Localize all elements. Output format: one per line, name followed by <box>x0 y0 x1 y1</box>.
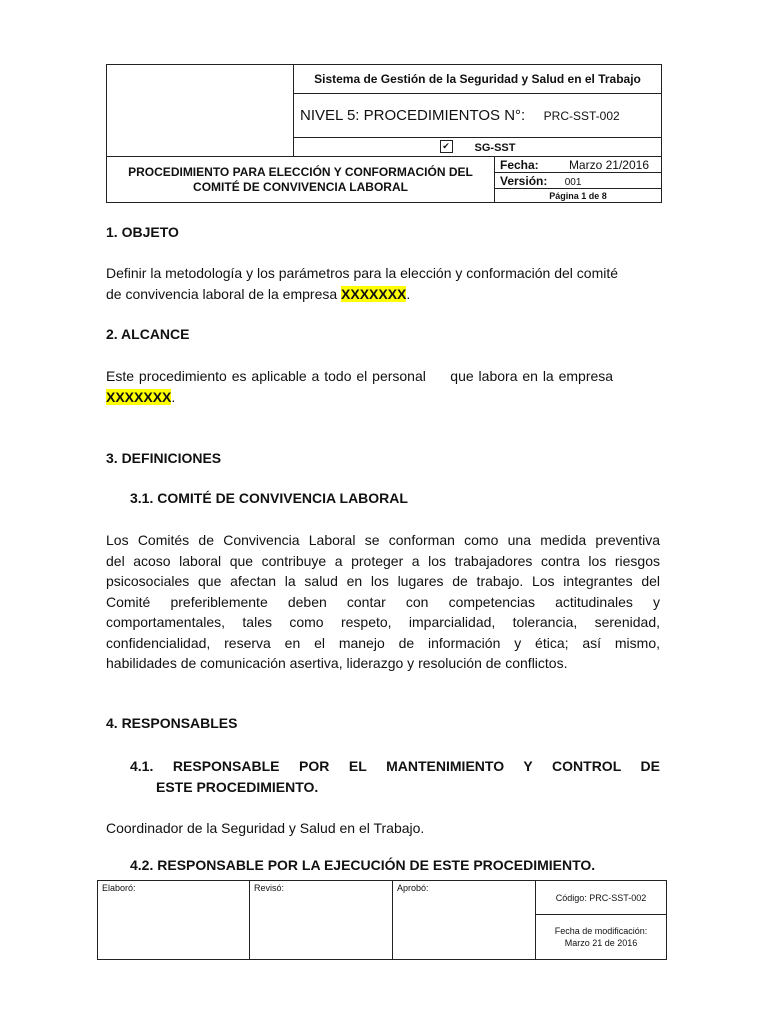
section-2-text <box>106 366 660 407</box>
version-label: Versión: <box>500 173 548 188</box>
def-line-5: comportamentales, tales como respeto, imparcialidad, tolerancia, serenidad, <box>106 614 660 630</box>
procedure-title-cell <box>107 157 495 203</box>
fecha-value: Marzo 21/2016 <box>568 157 649 172</box>
fecha-mod-cell <box>536 915 667 960</box>
aprobo-cell <box>393 881 536 960</box>
fecha-mod-label: Fecha de modificación: <box>554 926 648 936</box>
procedure-title-line1: PROCEDIMIENTO PARA ELECCIÓN Y CONFORMACIÓN DEL <box>128 164 473 179</box>
page-number: Página 1 de 8 <box>495 189 662 203</box>
section-4-1-title <box>130 756 660 797</box>
def-line-2: del acoso laboral que contribuye a proteger a los trabajadores contra los riesgos <box>106 552 660 569</box>
version-value: 001 <box>564 176 582 188</box>
section-4-1-line2: ESTE PROCEDIMIENTO. <box>156 778 319 795</box>
document-header-table <box>106 64 662 203</box>
reviso-cell <box>250 881 393 960</box>
fecha-label: Fecha: <box>500 157 539 172</box>
def-line-1: Los Comités de Convivencia Laboral se conforman como una medida preventiva <box>106 532 660 548</box>
section-3-title: 3. DEFINICIONES <box>106 450 222 466</box>
section-1-period: . <box>406 285 411 302</box>
codigo-cell <box>536 881 667 915</box>
procedure-title-line2: COMITÉ DE CONVIVENCIA LABORAL <box>193 179 408 194</box>
checkbox-icon: ✔ <box>440 140 453 153</box>
procedure-code: PRC-SST-002 <box>543 108 620 123</box>
approval-footer-table <box>97 880 667 960</box>
company-placeholder-2: XXXXXXX <box>106 388 172 405</box>
section-1-title: 1. OBJETO <box>106 224 179 240</box>
reviso-label: Revisó: <box>254 883 285 893</box>
logo-cell <box>107 65 294 157</box>
section-2-line1: Este procedimiento es aplicable a todo el personal que labora en la empresa <box>106 368 614 384</box>
elaboro-cell <box>98 881 250 960</box>
def-line-4: Comité preferiblemente deben contar con competencias actitudinales y <box>106 593 660 610</box>
system-title: Sistema de Gestión de la Seguridad y Salud en el Trabajo <box>294 65 662 94</box>
version-cell <box>495 173 662 189</box>
section-4-1-line1: 4.1. RESPONSABLE POR EL MANTENIMIENTO Y CONTROL DE <box>130 758 660 774</box>
def-line-6: confidencialidad, reserva en el manejo de información y ética; así mismo, <box>106 634 660 651</box>
company-placeholder: XXXXXXX <box>341 285 407 302</box>
codigo-label: Código: PRC-SST-002 <box>555 892 647 903</box>
section-1-line1: Definir la metodología y los parámetros para la elección y conformación del comité <box>106 265 619 281</box>
section-2-line2 <box>106 387 660 408</box>
section-2-period: . <box>171 388 176 405</box>
section-3-1-text <box>106 530 660 674</box>
def-line-3: psicosociales que afectan la salud en los lugares de trabajo. Los integrantes del <box>106 573 660 589</box>
aprobo-label: Aprobó: <box>397 883 429 893</box>
section-3-1-title: 3.1. COMITÉ DE CONVIVENCIA LABORAL <box>130 490 408 506</box>
section-2-title: 2. ALCANCE <box>106 326 190 342</box>
fecha-cell <box>495 157 662 173</box>
section-4-1-text: Coordinador de la Seguridad y Salud en el Trabajo. <box>106 820 425 836</box>
level-label: NIVEL 5: PROCEDIMIENTOS N°: <box>300 106 526 124</box>
fecha-mod-value: Marzo 21 de 2016 <box>564 938 638 948</box>
section-4-title: 4. RESPONSABLES <box>106 715 238 731</box>
sgsst-cell <box>294 138 662 157</box>
sgsst-label: SG-SST <box>474 142 516 154</box>
level-cell <box>294 94 662 138</box>
def-line-7: habilidades de comunicación asertiva, liderazgo y resolución de conflictos. <box>106 655 568 671</box>
section-1-line2 <box>106 284 660 305</box>
section-4-2-title: 4.2. RESPONSABLE POR LA EJECUCIÓN DE ESTE PROCEDIMIENTO. <box>130 857 596 873</box>
elaboro-label: Elaboró: <box>102 883 136 893</box>
section-1-line2-text: de convivencia laboral de la empresa <box>106 285 342 302</box>
section-1-text <box>106 263 660 304</box>
